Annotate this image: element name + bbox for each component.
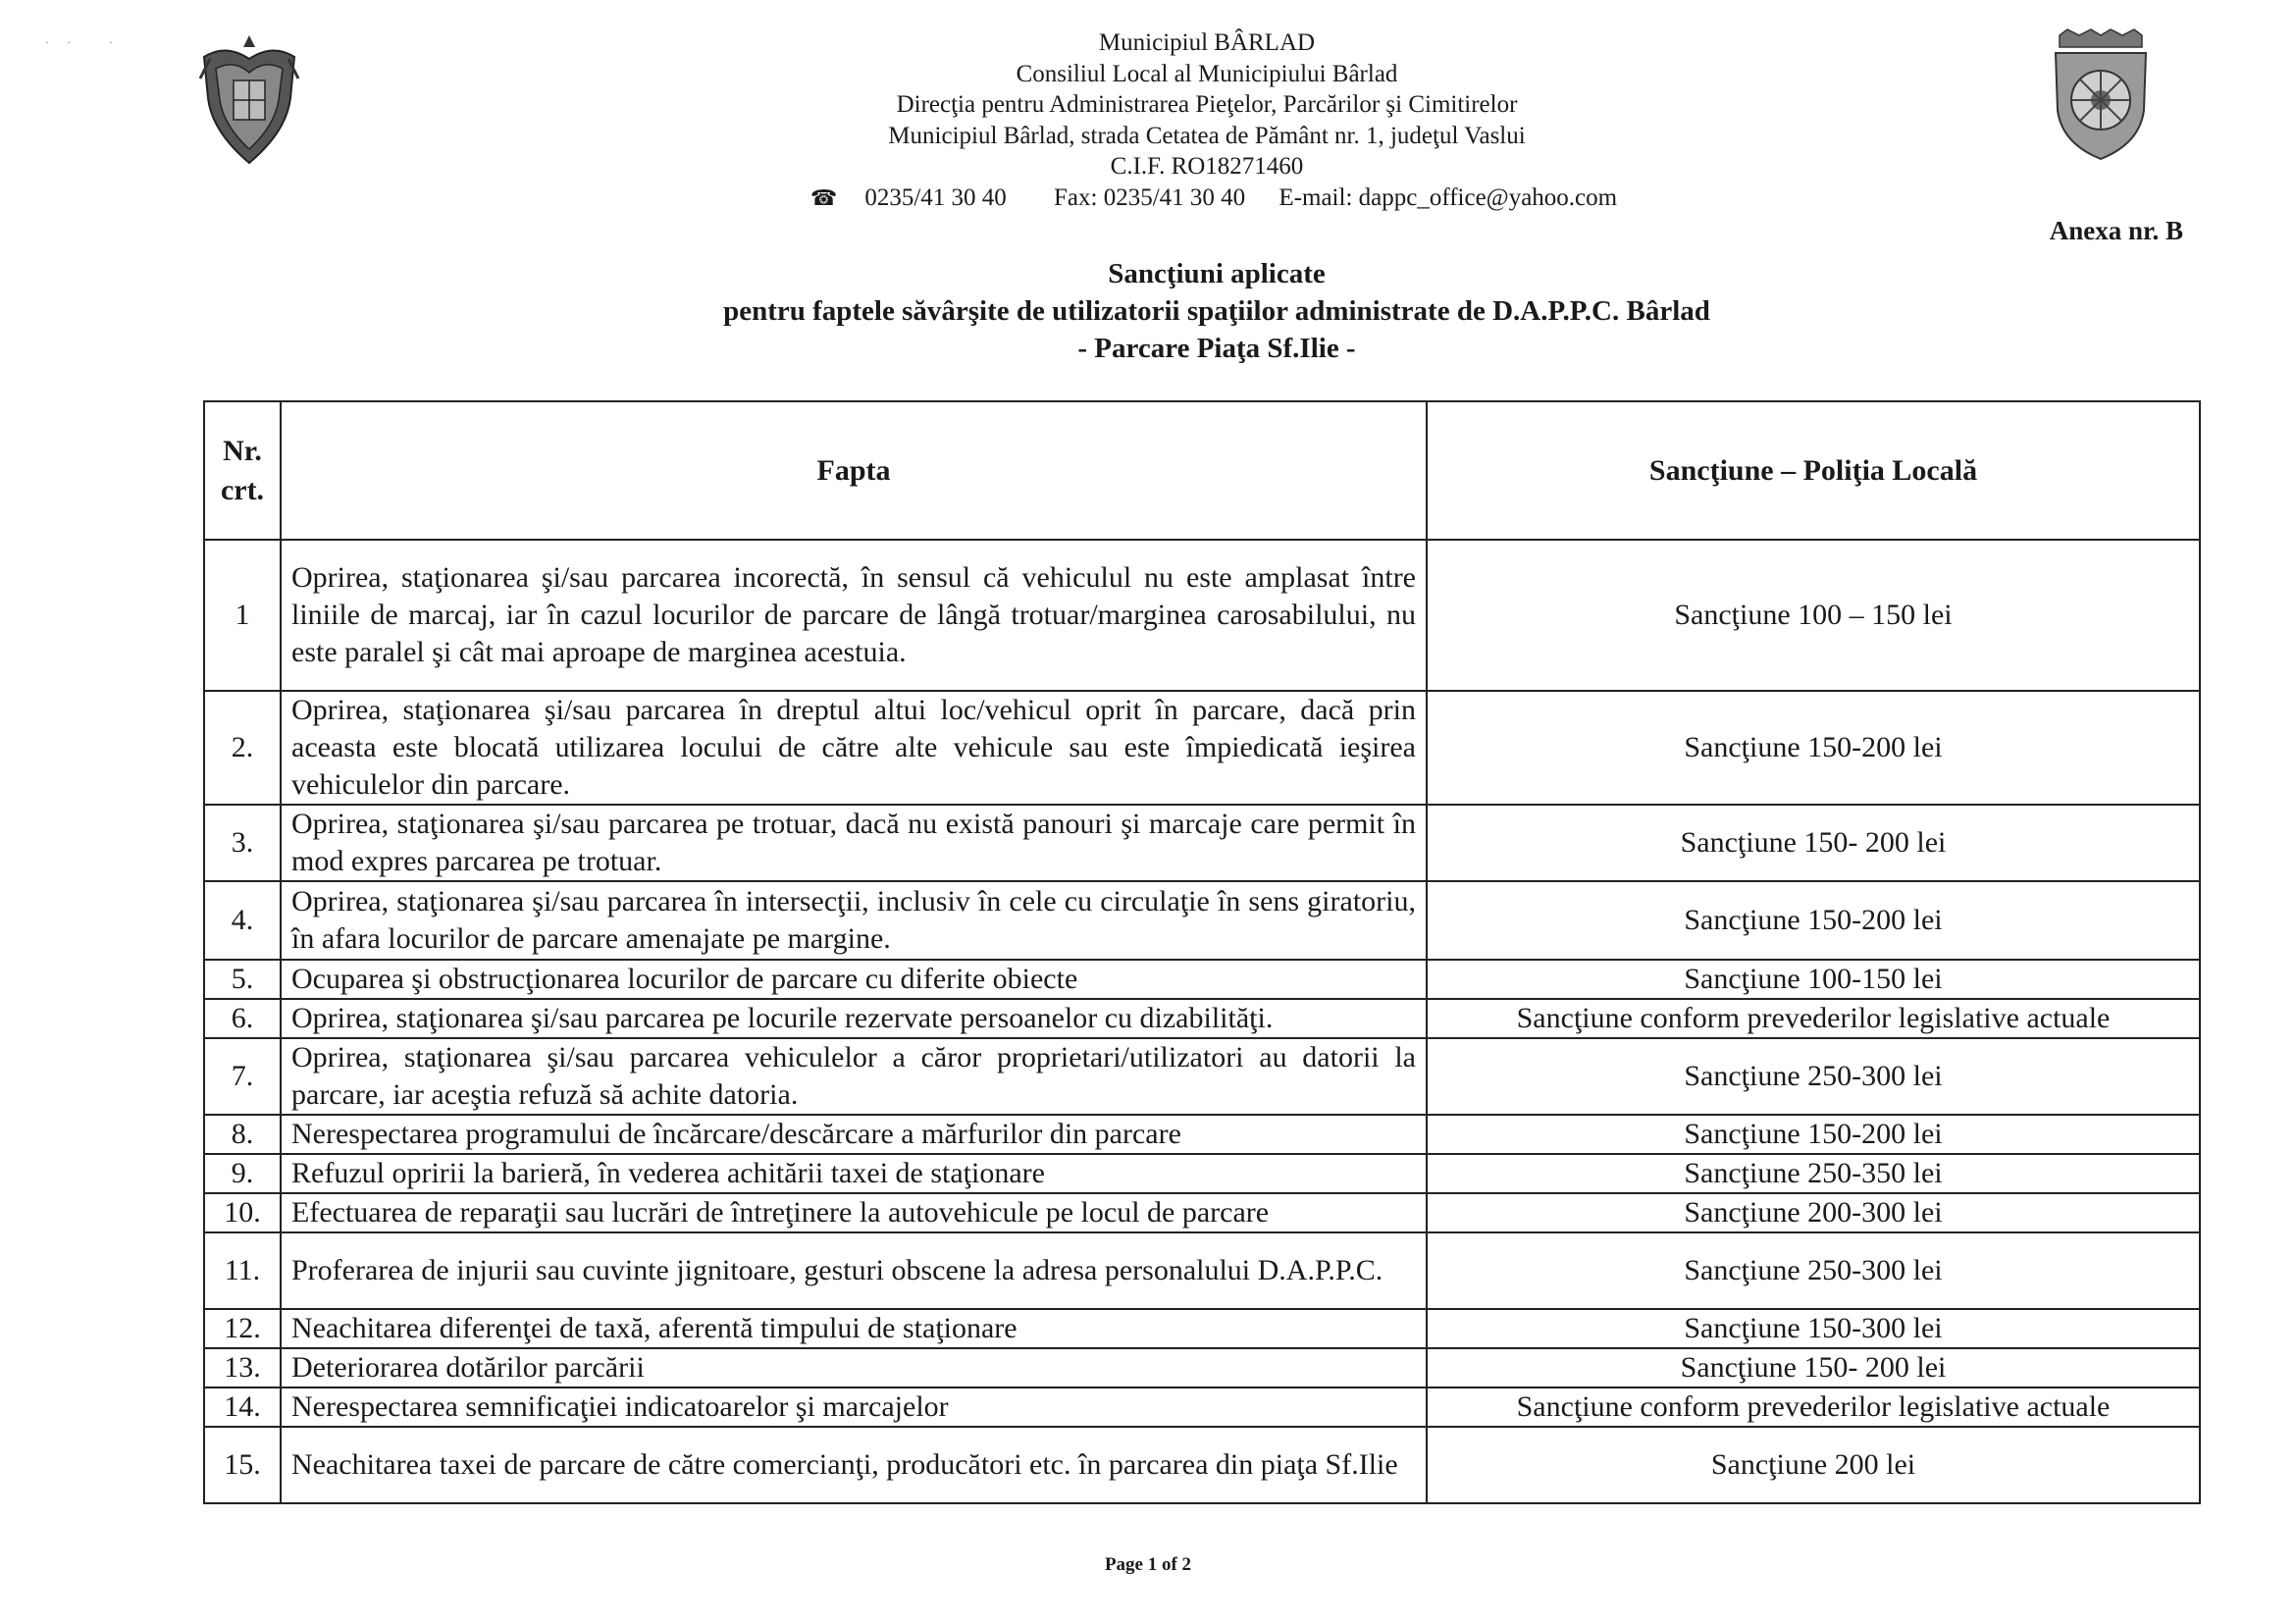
column-header-nr: Nr. crt. <box>204 401 281 540</box>
row-number: 5. <box>204 960 281 999</box>
row-fapta: Oprirea, staţionarea şi/sau parcarea incorectă, în sensul că vehiculul nu este amplasat între liniile de marcaj, iar în cazul locurilor de parcare de lângă trotuar/marginea carosabilului, nu este paralel şi cât mai aproape de marginea acestuia. <box>281 540 1427 691</box>
table-row <box>204 1115 2200 1154</box>
row-sanctiune: Sancţiune 150-200 lei <box>1427 881 2200 960</box>
row-sanctiune: Sancţiune 150-200 lei <box>1427 691 2200 805</box>
row-number: 12. <box>204 1309 281 1348</box>
table-row <box>204 1427 2200 1503</box>
fax-number: Fax: 0235/41 30 40 <box>1054 183 1246 211</box>
table-row <box>204 1387 2200 1427</box>
phone-item <box>797 184 1020 211</box>
table-body <box>204 540 2200 1503</box>
phone-icon: ☎ <box>809 184 838 210</box>
title-line-3: - Parcare Piaţa Sf.Ilie - <box>1077 333 1356 364</box>
row-number: 7. <box>204 1038 281 1115</box>
row-sanctiune: Sancţiune 150- 200 lei <box>1427 1348 2200 1387</box>
row-number: 3. <box>204 805 281 881</box>
row-fapta: Neachitarea taxei de parcare de către comercianţi, producători etc. în parcarea din piaţa Sf.Ilie <box>281 1427 1427 1503</box>
letterhead <box>687 27 1727 213</box>
row-sanctiune: Sancţiune 200 lei <box>1427 1427 2200 1503</box>
row-sanctiune: Sancţiune 100-150 lei <box>1427 960 2200 999</box>
row-fapta: Refuzul opririi la barieră, în vederea achitării taxei de staţionare <box>281 1154 1427 1193</box>
row-number: 14. <box>204 1387 281 1427</box>
row-number: 1 <box>204 540 281 691</box>
row-sanctiune: Sancţiune 150- 200 lei <box>1427 805 2200 881</box>
row-fapta: Oprirea, staţionarea şi/sau parcarea în dreptul altui loc/vehicul oprit în parcare, dacă prin aceasta este blocată utilizarea locului de către alte vehicule sau este împiedicată ieşirea vehiculelor din parcare. <box>281 691 1427 805</box>
row-fapta: Proferarea de injurii sau cuvinte jignitoare, gesturi obscene la adresa personalului D.A.P.P.C. <box>281 1232 1427 1309</box>
municipal-emblem-icon <box>2046 27 2156 163</box>
table-row <box>204 1154 2200 1193</box>
address-line: Municipiul Bârlad, strada Cetatea de Pământ nr. 1, judeţul Vaslui <box>888 122 1526 149</box>
table-row <box>204 1193 2200 1232</box>
row-sanctiune: Sancţiune conform prevederilor legislative actuale <box>1427 1387 2200 1427</box>
annex-label: Anexa nr. B <box>2049 216 2183 245</box>
row-number: 15. <box>204 1427 281 1503</box>
coat-of-arms-icon <box>196 29 302 169</box>
row-number: 10. <box>204 1193 281 1232</box>
sanctions-table <box>203 400 2201 1504</box>
row-number: 13. <box>204 1348 281 1387</box>
row-fapta: Oprirea, staţionarea şi/sau parcarea vehiculelor a căror proprietari/utilizatori au datorii la parcare, iar aceştia refuză să achite datoria. <box>281 1038 1427 1115</box>
row-sanctiune: Sancţiune 250-300 lei <box>1427 1038 2200 1115</box>
row-fapta: Ocuparea şi obstrucţionarea locurilor de parcare cu diferite obiecte <box>281 960 1427 999</box>
table-row <box>204 1348 2200 1387</box>
row-number: 6. <box>204 999 281 1038</box>
row-sanctiune: Sancţiune conform prevederilor legislative actuale <box>1427 999 2200 1038</box>
row-sanctiune: Sancţiune 250-300 lei <box>1427 1232 2200 1309</box>
institution-name: Municipiul BÂRLAD <box>1098 29 1316 56</box>
row-fapta: Oprirea, staţionarea şi/sau parcarea pe locurile rezervate persoanelor cu dizabilităţi. <box>281 999 1427 1038</box>
council-name: Consiliul Local al Municipiului Bârlad <box>1016 60 1398 87</box>
cif-line: C.I.F. RO18271460 <box>1110 153 1304 180</box>
row-sanctiune: Sancţiune 150-200 lei <box>1427 1115 2200 1154</box>
row-fapta: Nerespectarea programului de încărcare/descărcare a mărfurilor din parcare <box>281 1115 1427 1154</box>
document-title <box>412 255 2021 367</box>
table-row <box>204 540 2200 691</box>
row-fapta: Oprirea, staţionarea şi/sau parcarea în intersecţii, inclusiv în cele cu circulaţie în sens giratoriu, în afara locurilor de parcare amenajate pe margine. <box>281 881 1427 960</box>
phone-number: 0235/41 30 40 <box>864 183 1007 211</box>
column-header-fapta: Fapta <box>281 401 1427 540</box>
row-number: 2. <box>204 691 281 805</box>
table-row <box>204 805 2200 881</box>
row-fapta: Neachitarea diferenţei de taxă, aferentă timpului de staţionare <box>281 1309 1427 1348</box>
row-sanctiune: Sancţiune 150-300 lei <box>1427 1309 2200 1348</box>
row-fapta: Oprirea, staţionarea şi/sau parcarea pe trotuar, dacă nu există panouri şi marcaje care permit în mod expres parcarea pe trotuar. <box>281 805 1427 881</box>
scan-specks: ·· · <box>45 35 130 49</box>
row-number: 11. <box>204 1232 281 1309</box>
table-row <box>204 1309 2200 1348</box>
column-header-sanctiune: Sancţiune – Poliţia Locală <box>1427 401 2200 540</box>
table-row <box>204 999 2200 1038</box>
table-row <box>204 881 2200 960</box>
table-row <box>204 1232 2200 1309</box>
row-number: 4. <box>204 881 281 960</box>
table-header-row <box>204 401 2200 540</box>
row-fapta: Efectuarea de reparaţii sau lucrări de întreţinere la autovehicule pe locul de parcare <box>281 1193 1427 1232</box>
page-number: Page 1 of 2 <box>1104 1554 1192 1575</box>
row-fapta: Deteriorarea dotărilor parcării <box>281 1348 1427 1387</box>
row-sanctiune: Sancţiune 200-300 lei <box>1427 1193 2200 1232</box>
table-row <box>204 691 2200 805</box>
contact-line <box>687 183 1727 214</box>
row-fapta: Nerespectarea semnificaţiei indicatoarelor şi marcajelor <box>281 1387 1427 1427</box>
title-line-2: pentru faptele săvârşite de utilizatorii spaţiilor administrate de D.A.P.P.C. Bârlad <box>723 295 1710 327</box>
row-number: 9. <box>204 1154 281 1193</box>
directorate-name: Direcţia pentru Administrarea Pieţelor, Parcărilor şi Cimitirelor <box>896 91 1518 118</box>
table-row <box>204 960 2200 999</box>
table-row <box>204 1038 2200 1115</box>
email-address: E-mail: dappc_office@yahoo.com <box>1278 183 1618 211</box>
row-number: 8. <box>204 1115 281 1154</box>
row-sanctiune: Sancţiune 250-350 lei <box>1427 1154 2200 1193</box>
title-line-1: Sancţiuni aplicate <box>1108 258 1326 289</box>
row-sanctiune: Sancţiune 100 – 150 lei <box>1427 540 2200 691</box>
